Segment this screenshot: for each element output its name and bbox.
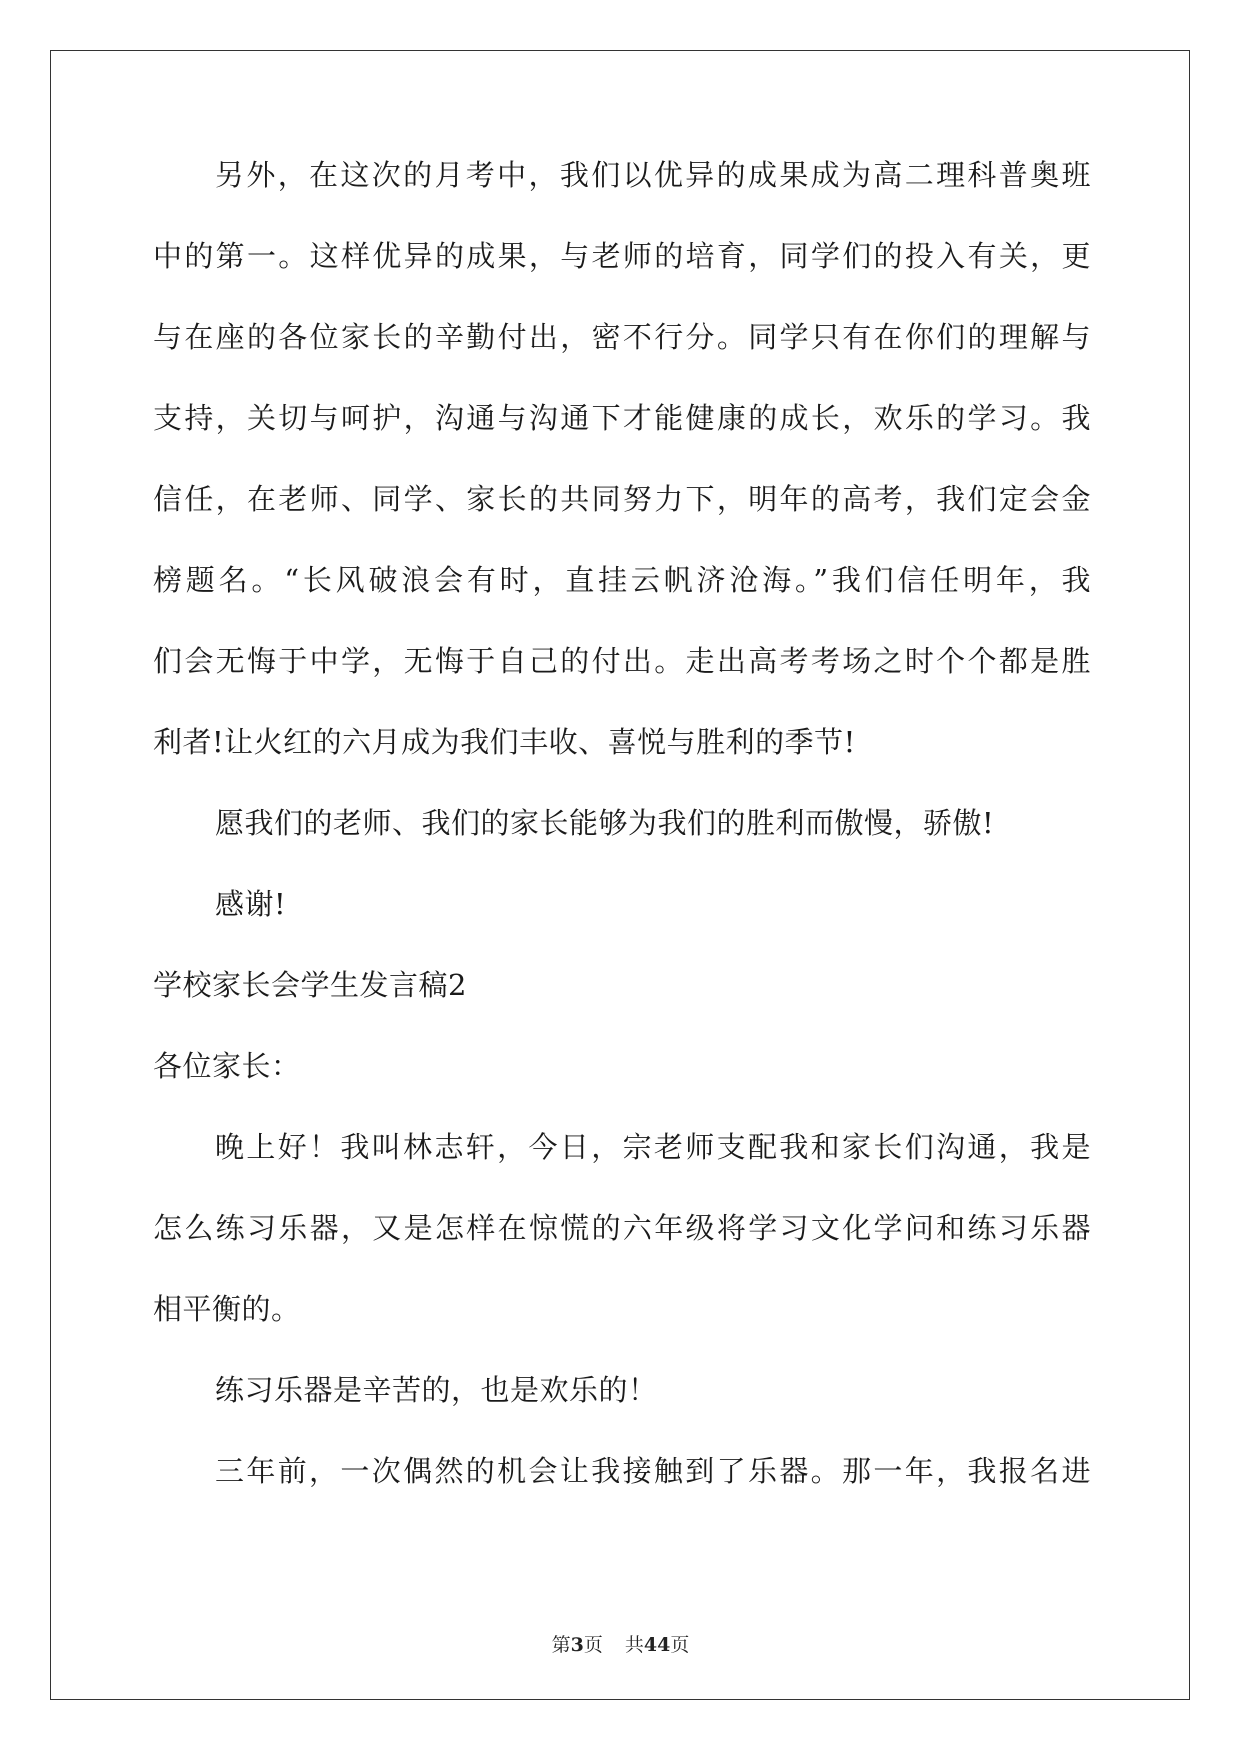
footer-page-suffix: 页	[583, 1634, 603, 1656]
paragraph-line: 相平衡的。	[153, 1292, 301, 1326]
paragraph-line: 信任，在老师、同学、家长的共同努力下，明年的高考，我们定会金	[153, 482, 1091, 516]
footer-total-suffix: 页	[670, 1634, 690, 1656]
paragraph-line: 愿我们的老师、我们的家长能够为我们的胜利而傲慢，骄傲!	[215, 806, 995, 840]
paragraph-line: 们会无悔于中学，无悔于自己的付出。走出高考考场之时个个都是胜	[153, 644, 1091, 678]
paragraph-line: 三年前，一次偶然的机会让我接触到了乐器。那一年，我报名进	[215, 1454, 1091, 1488]
document-body	[153, 158, 1091, 1535]
section-heading: 学校家长会学生发言稿2	[153, 968, 467, 1002]
footer-total-pages: 44	[643, 1634, 671, 1656]
paragraph-line: 中的第一。这样优异的成果，与老师的培育，同学们的投入有关，更	[153, 239, 1091, 273]
paragraph-line: 利者!让火红的六月成为我们丰收、喜悦与胜利的季节!	[153, 725, 856, 759]
paragraph-line: 晚上好！我叫林志轩，今日，宗老师支配我和家长们沟通，我是	[215, 1130, 1091, 1164]
paragraph-line: 怎么练习乐器，又是怎样在惊慌的六年级将学习文化学问和练习乐器	[153, 1211, 1091, 1245]
footer-total-prefix: 共	[624, 1634, 644, 1656]
paragraph-line: 练习乐器是辛苦的，也是欢乐的！	[215, 1373, 658, 1407]
footer-page-prefix: 第	[551, 1634, 571, 1656]
paragraph-line: 榜题名。“长风破浪会有时，直挂云帆济沧海。”我们信任明年，我	[153, 563, 1091, 597]
paragraph-line: 感谢!	[215, 887, 287, 921]
salutation: 各位家长：	[153, 1049, 301, 1083]
page-footer	[0, 1630, 1241, 1657]
paragraph-line: 与在座的各位家长的辛勤付出，密不行分。同学只有在你们的理解与	[153, 320, 1091, 354]
paragraph-line: 支持，关切与呵护，沟通与沟通下才能健康的成长，欢乐的学习。我	[153, 401, 1091, 435]
paragraph-line: 另外，在这次的月考中，我们以优异的成果成为高二理科普奥班	[215, 158, 1091, 192]
footer-page-number: 3	[570, 1634, 584, 1656]
